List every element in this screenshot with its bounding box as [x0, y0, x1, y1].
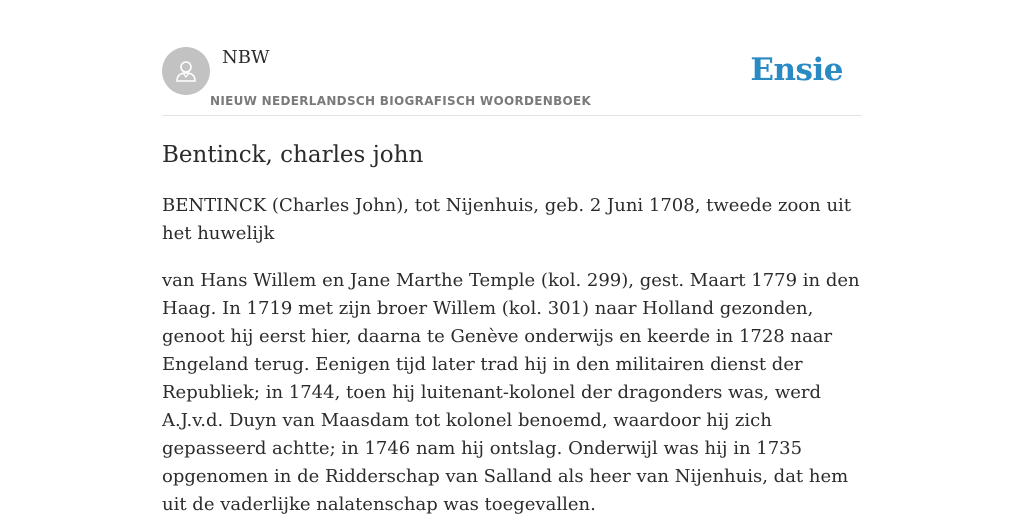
article-paragraph: van Hans Willem en Jane Marthe Temple (kol. 299), gest. Maart 1779 in den Haag. In 1719 met zijn broer Willem (kol. 301) naar Holland gezonden, genoot hij eerst hier, daarna te Genève onderwijs en keerde in 1728 naar Engeland terug. Eenigen tijd later trad hij in den militairen dienst der Republiek; in 1744, toen hij luitenant-kolonel der dragonders was, werd A.J.v.d. Duyn van Maasdam tot kolonel benoemd, waardoor hij zich gepasseerd achtte; in 1746 nam hij ontslag. Onderwijl was hij in 1735 opgenomen in de Ridderschap van Salland als heer van Nijenhuis, dat hem uit de vaderlijke nalatenschap was toegevallen. [162, 270, 860, 515]
source-full-name[interactable]: NIEUW NEDERLANDSCH BIOGRAFISCH WOORDENBOEK [210, 94, 592, 108]
page-title: Bentinck, charles john [162, 142, 424, 168]
article-card [162, 0, 862, 515]
article-paragraph: BENTINCK (Charles John), tot Nijenhuis, geb. 2 Juni 1708, tweede zoon uit het huwelijk [162, 195, 852, 244]
source-abbreviation[interactable]: NBW [222, 47, 270, 68]
user-icon [172, 57, 200, 85]
source-header [162, 0, 862, 116]
brand-logo[interactable]: Ensie [750, 52, 843, 88]
source-avatar[interactable] [162, 47, 210, 95]
